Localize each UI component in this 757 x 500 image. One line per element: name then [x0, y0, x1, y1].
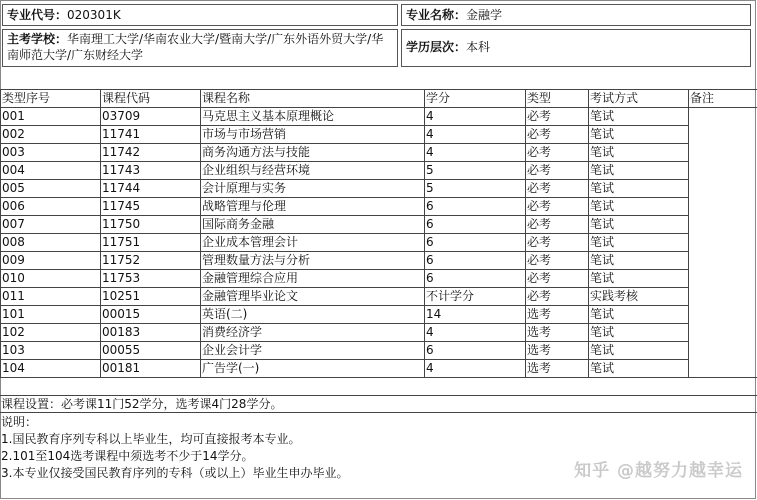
table-row: [1, 108, 757, 126]
cell-seq: 005: [1, 180, 101, 198]
cell-credit: 6: [425, 252, 526, 270]
table-row: [1, 144, 757, 162]
cell-code: 11753: [101, 270, 201, 288]
note-item: 2.101至104选考课程中须选考不少于14学分。: [1, 449, 254, 463]
cell-type: 选考: [526, 342, 589, 360]
cell-credit: 4: [425, 144, 526, 162]
note-item: 3.本专业仅接受国民教育序列的专科（或以上）毕业生申办毕业。: [1, 466, 349, 480]
cell-type: 选考: [526, 324, 589, 342]
cell-seq: 103: [1, 342, 101, 360]
level-label: 学历层次：: [406, 40, 467, 54]
cell-code: 10251: [101, 288, 201, 306]
course-table: [0, 89, 757, 378]
course-summary: 课程设置：必考课11门52学分，选考课4门28学分。: [0, 395, 757, 413]
cell-credit: 4: [425, 126, 526, 144]
cell-credit: 6: [425, 216, 526, 234]
table-row: [1, 126, 757, 144]
table-row: [1, 216, 757, 234]
col-header-type: 类型: [526, 90, 589, 108]
cell-seq: 007: [1, 216, 101, 234]
cell-exam: 笔试: [589, 126, 689, 144]
cell-seq: 010: [1, 270, 101, 288]
cell-exam: 笔试: [589, 360, 689, 378]
cell-credit: 5: [425, 180, 526, 198]
notes-title: 说明：: [1, 415, 38, 429]
cell-exam: 笔试: [589, 216, 689, 234]
table-row: [1, 342, 757, 360]
cell-credit: 不计学分: [425, 288, 526, 306]
level-box: [401, 29, 751, 67]
cell-type: 必考: [526, 144, 589, 162]
cell-seq: 004: [1, 162, 101, 180]
cell-credit: 6: [425, 198, 526, 216]
cell-name: 企业会计学: [201, 342, 425, 360]
cell-exam: 实践考核: [589, 288, 689, 306]
major-code-value: 020301K: [67, 8, 121, 22]
table-header-row: [1, 90, 757, 108]
cell-name: 广告学(一): [201, 360, 425, 378]
cell-seq: 101: [1, 306, 101, 324]
cell-seq: 104: [1, 360, 101, 378]
major-name-label: 专业名称：: [406, 8, 467, 22]
cell-type: 必考: [526, 288, 589, 306]
cell-seq: 001: [1, 108, 101, 126]
table-row: [1, 162, 757, 180]
table-row: [1, 252, 757, 270]
cell-exam: 笔试: [589, 180, 689, 198]
cell-type: 必考: [526, 252, 589, 270]
cell-exam: 笔试: [589, 108, 689, 126]
table-row: [1, 180, 757, 198]
table-row: [1, 306, 757, 324]
cell-seq: 009: [1, 252, 101, 270]
cell-type: 选考: [526, 306, 589, 324]
cell-name: 会计原理与实务: [201, 180, 425, 198]
cell-code: 00015: [101, 306, 201, 324]
cell-credit: 4: [425, 360, 526, 378]
cell-type: 必考: [526, 126, 589, 144]
watermark: 知乎 @越努力越幸运: [574, 461, 743, 481]
table-row: [1, 198, 757, 216]
col-header-exam: 考试方式: [589, 90, 689, 108]
table-row: [1, 270, 757, 288]
cell-exam: 笔试: [589, 306, 689, 324]
cell-name: 英语(二): [201, 306, 425, 324]
cell-name: 商务沟通方法与技能: [201, 144, 425, 162]
major-code-box: [2, 4, 398, 26]
table-row: [1, 234, 757, 252]
cell-name: 金融管理毕业论文: [201, 288, 425, 306]
col-header-seq: 类型序号: [1, 90, 101, 108]
cell-credit: 14: [425, 306, 526, 324]
cell-exam: 笔试: [589, 234, 689, 252]
level-value: 本科: [466, 40, 491, 54]
cell-name: 市场与市场营销: [201, 126, 425, 144]
col-header-name: 课程名称: [201, 90, 425, 108]
cell-seq: 002: [1, 126, 101, 144]
cell-name: 国际商务金融: [201, 216, 425, 234]
cell-exam: 笔试: [589, 342, 689, 360]
cell-name: 企业组织与经营环境: [201, 162, 425, 180]
cell-exam: 笔试: [589, 144, 689, 162]
cell-name: 马克思主义基本原理概论: [201, 108, 425, 126]
major-name-box: [401, 4, 751, 26]
cell-type: 必考: [526, 180, 589, 198]
cell-code: 03709: [101, 108, 201, 126]
cell-type: 必考: [526, 162, 589, 180]
cell-credit: 6: [425, 342, 526, 360]
cell-code: 11752: [101, 252, 201, 270]
cell-code: 00181: [101, 360, 201, 378]
major-name-value: 金融学: [466, 8, 503, 22]
cell-code: 11742: [101, 144, 201, 162]
cell-type: 必考: [526, 108, 589, 126]
major-code-label: 专业代号：: [7, 8, 68, 22]
cell-seq: 008: [1, 234, 101, 252]
schools-box: [2, 29, 398, 67]
cell-exam: 笔试: [589, 252, 689, 270]
cell-type: 必考: [526, 198, 589, 216]
cell-note: [689, 108, 757, 378]
schools-label: 主考学校：: [7, 32, 68, 46]
cell-type: 必考: [526, 270, 589, 288]
cell-name: 管理数量方法与分析: [201, 252, 425, 270]
table-row: [1, 360, 757, 378]
cell-code: 00055: [101, 342, 201, 360]
cell-code: 11743: [101, 162, 201, 180]
cell-type: 必考: [526, 216, 589, 234]
cell-name: 企业成本管理会计: [201, 234, 425, 252]
cell-code: 00183: [101, 324, 201, 342]
schools-value: 华南理工大学/华南农业大学/暨南大学/广东外语外贸大学/华南师范大学/广东财经大学: [7, 32, 384, 62]
table-row: [1, 324, 757, 342]
col-header-note: 备注: [689, 90, 757, 108]
cell-exam: 笔试: [589, 324, 689, 342]
note-item: 1.国民教育序列专科以上毕业生，均可直接报考本专业。: [1, 432, 301, 446]
cell-code: 11741: [101, 126, 201, 144]
cell-exam: 笔试: [589, 162, 689, 180]
cell-type: 选考: [526, 360, 589, 378]
cell-seq: 102: [1, 324, 101, 342]
cell-credit: 6: [425, 270, 526, 288]
cell-seq: 003: [1, 144, 101, 162]
cell-credit: 4: [425, 324, 526, 342]
col-header-credit: 学分: [425, 90, 526, 108]
cell-code: 11745: [101, 198, 201, 216]
cell-credit: 4: [425, 108, 526, 126]
cell-credit: 6: [425, 234, 526, 252]
cell-code: 11751: [101, 234, 201, 252]
cell-seq: 006: [1, 198, 101, 216]
cell-code: 11750: [101, 216, 201, 234]
cell-credit: 5: [425, 162, 526, 180]
table-row: [1, 288, 757, 306]
cell-type: 必考: [526, 234, 589, 252]
cell-name: 战略管理与伦理: [201, 198, 425, 216]
col-header-code: 课程代码: [101, 90, 201, 108]
cell-name: 消费经济学: [201, 324, 425, 342]
cell-seq: 011: [1, 288, 101, 306]
cell-name: 金融管理综合应用: [201, 270, 425, 288]
cell-exam: 笔试: [589, 270, 689, 288]
cell-code: 11744: [101, 180, 201, 198]
cell-exam: 笔试: [589, 198, 689, 216]
